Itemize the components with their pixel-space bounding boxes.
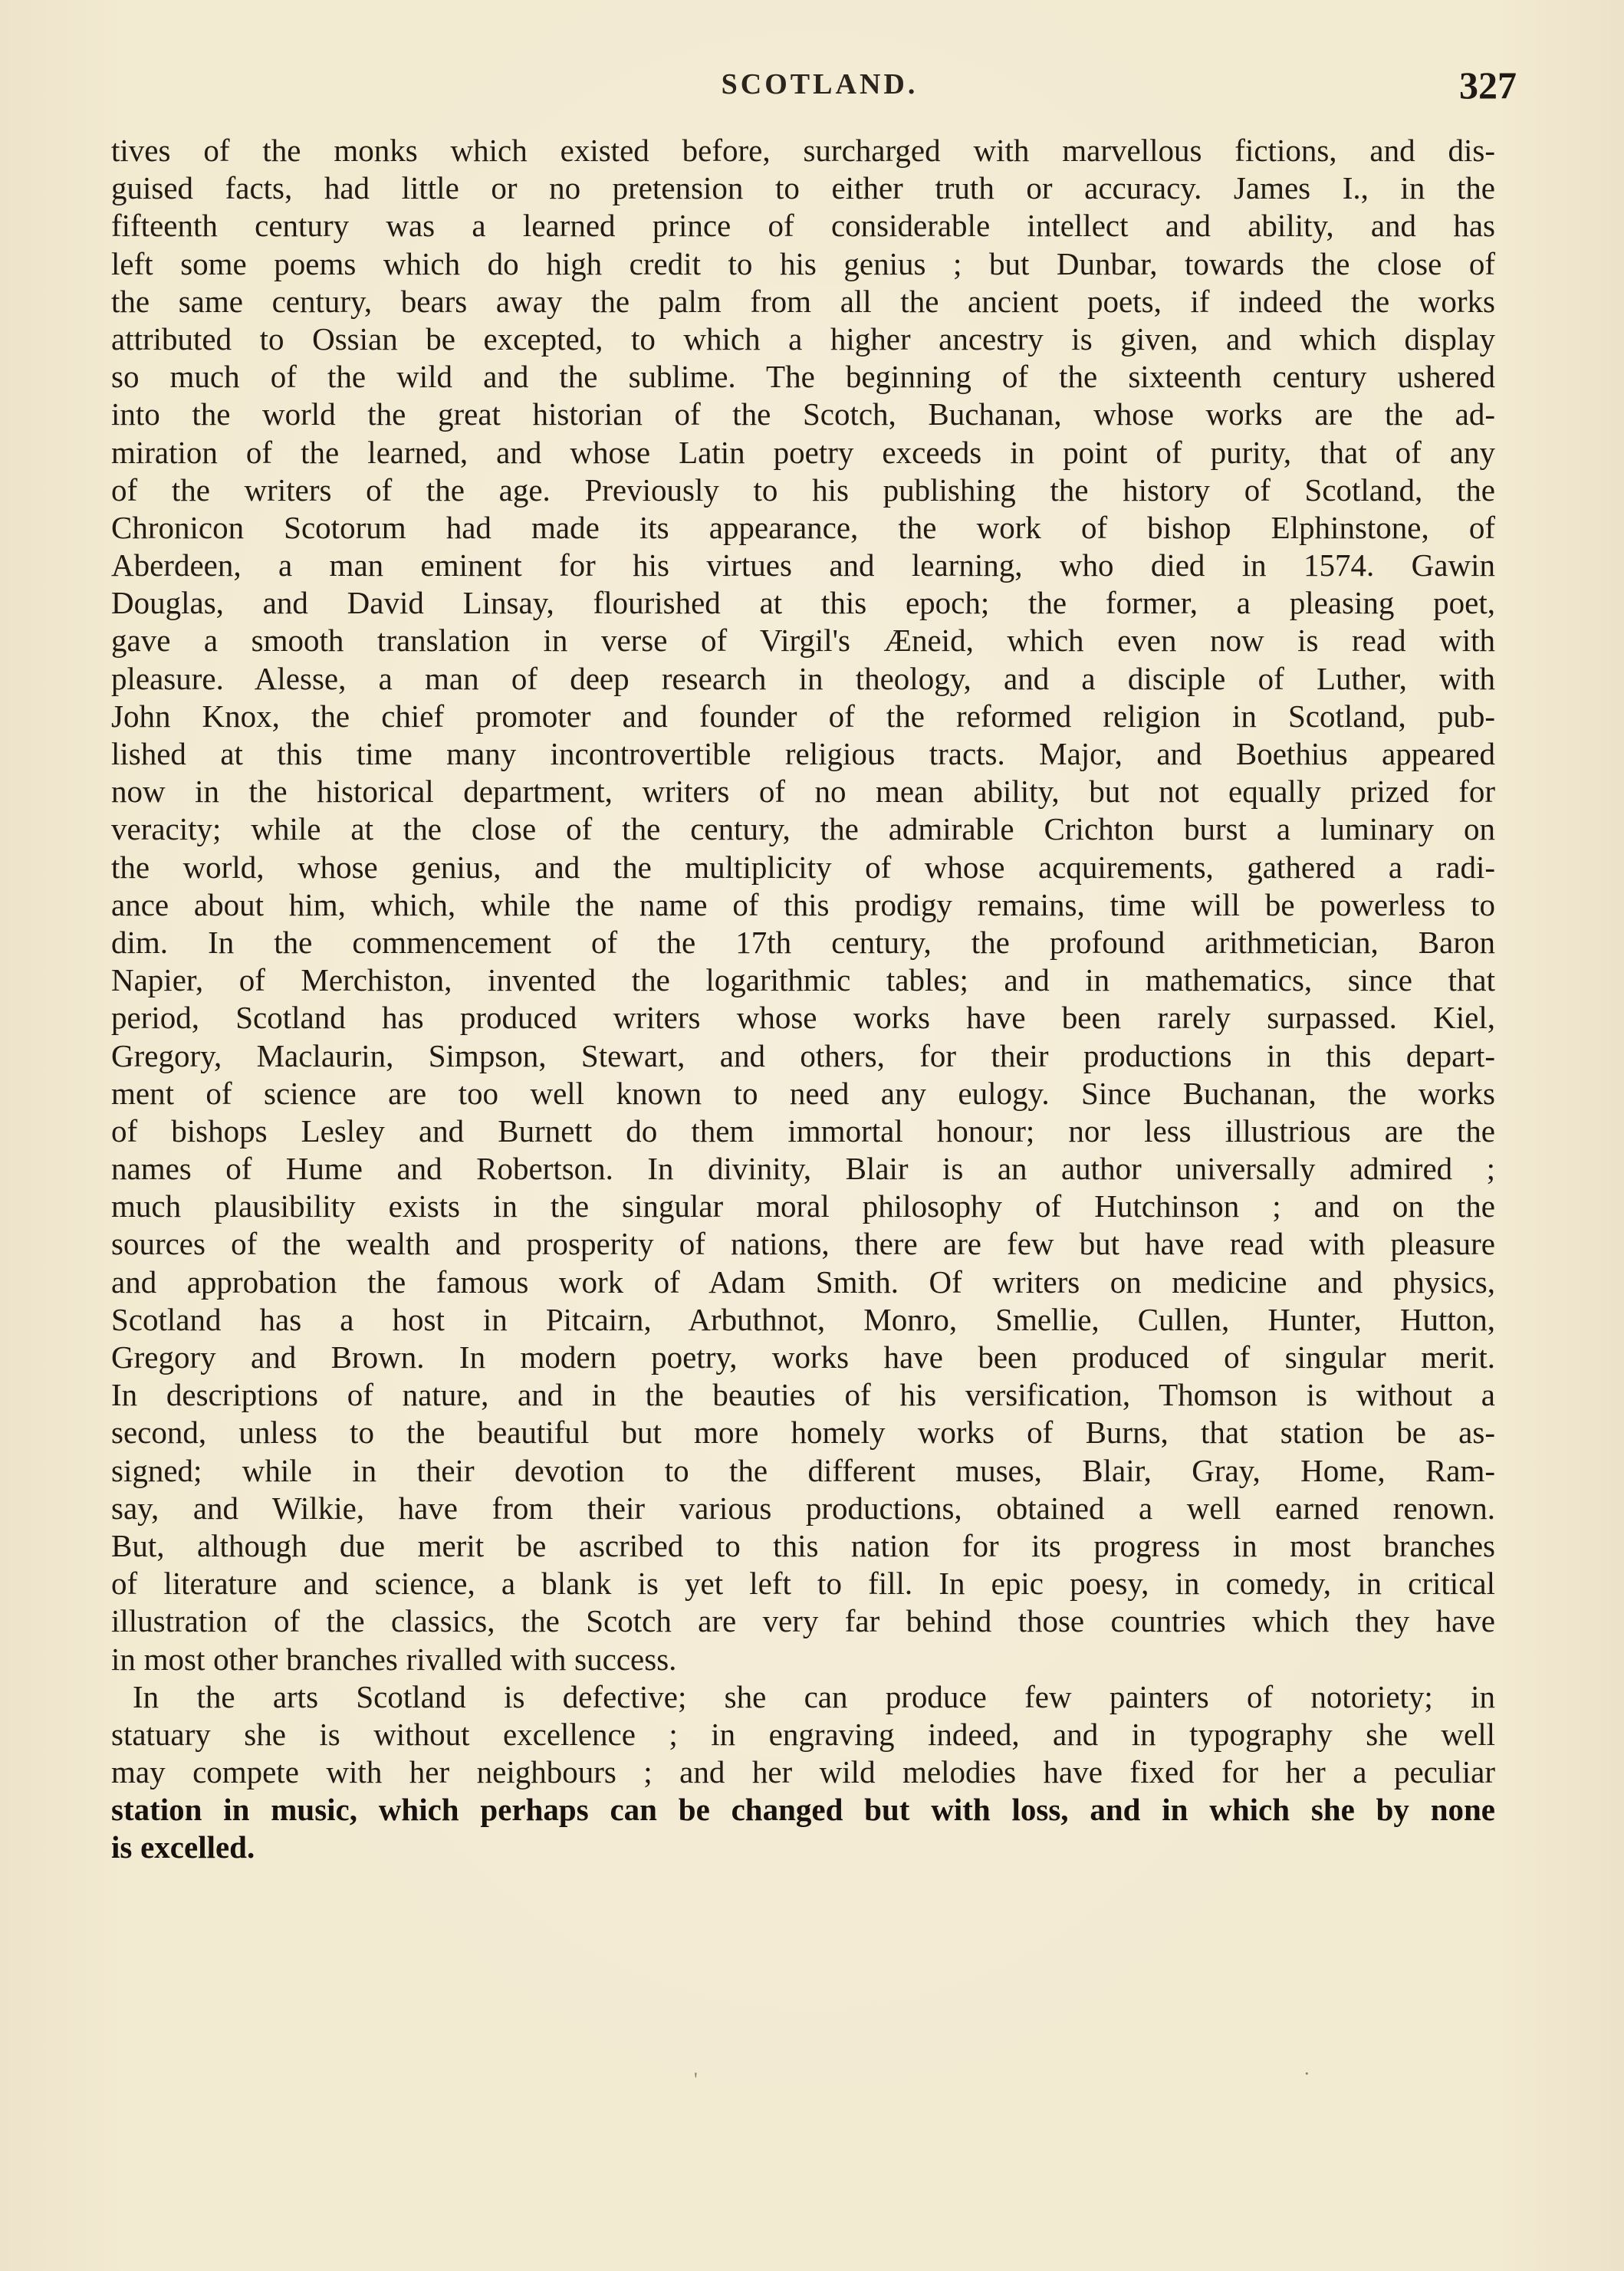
text-line: second, unless to the beautiful but more homely works of Burns, that station be as- (111, 1415, 1495, 1451)
text-line: guised facts, had little or no pretension to either truth or accuracy. James I., in the (111, 170, 1495, 206)
text-line: station in music, which perhaps can be changed but with loss, and in which she by none (111, 1792, 1495, 1828)
text-line: names of Hume and Robertson. In divinity, Blair is an author universally admired ; (111, 1151, 1495, 1187)
text-line: pleasure. Alesse, a man of deep research in theology, and a disciple of Luther, with (111, 660, 1495, 696)
text-line: attributed to Ossian be excepted, to which a higher ancestry is given, and which display (111, 320, 1495, 357)
text-line: tives of the monks which existed before, surcharged with marvellous fictions, and dis- (111, 133, 1495, 168)
text-line: Napier, of Merchiston, invented the logarithmic tables; and in mathematics, since that (111, 962, 1495, 998)
text-line: of literature and science, a blank is yet left to fill. In epic poesy, in comedy, in critical (111, 1566, 1495, 1602)
text-line: John Knox, the chief promoter and founder of the reformed religion in Scotland, pub- (111, 698, 1495, 734)
text-line-paragraph-start: In the arts Scotland is defective; she can produce few painters of notoriety; in (133, 1678, 1495, 1714)
text-line: dim. In the commencement of the 17th century, the profound arithmetician, Baron (111, 924, 1495, 960)
text-line: so much of the wild and the sublime. The beginning of the sixteenth century ushered (111, 359, 1495, 395)
text-line: say, and Wilkie, have from their various productions, obtained a well earned renown. (111, 1490, 1495, 1526)
text-line: illustration of the classics, the Scotch are very far behind those countries which they have (111, 1603, 1495, 1639)
text-line: fifteenth century was a learned prince of considerable intellect and ability, and has (111, 208, 1495, 244)
page-number: 327 (1459, 64, 1517, 107)
text-line: and approbation the famous work of Adam Smith. Of writers on medicine and physics, (111, 1264, 1495, 1300)
text-line: Gregory and Brown. In modern poetry, works have been produced of singular merit. (111, 1339, 1495, 1375)
text-line: Chronicon Scotorum had made its appearance, the work of bishop Elphinstone, of (111, 509, 1495, 545)
text-line: of bishops Lesley and Burnett do them immortal honour; nor less illustrious are the (111, 1112, 1495, 1149)
text-line: much plausibility exists in the singular moral philosophy of Hutchinson ; and on the (111, 1188, 1495, 1224)
text-line: veracity; while at the close of the century, the admirable Crichton burst a luminary on (111, 811, 1495, 847)
body-text (111, 132, 1495, 1867)
text-line: the same century, bears away the palm from all the ancient poets, if indeed the works (111, 283, 1495, 319)
text-line: Douglas, and David Linsay, flourished at this epoch; the former, a pleasing poet, (111, 585, 1495, 621)
text-line: the world, whose genius, and the multiplicity of whose acquirements, gathered a radi- (111, 849, 1495, 885)
text-line: into the world the great historian of the Scotch, Buchanan, whose works are the ad- (111, 396, 1495, 432)
text-line: Scotland has a host in Pitcairn, Arbuthnot, Monro, Smellie, Cullen, Hunter, Hutton, (111, 1301, 1495, 1337)
text-line: of the writers of the age. Previously to his publishing the history of Scotland, the (111, 472, 1495, 508)
text-line-final: is excelled. (111, 1829, 255, 1865)
text-line: In descriptions of nature, and in the beauties of his versification, Thomson is without a (111, 1377, 1495, 1413)
text-line: now in the historical department, writers of no mean ability, but not equally prized for (111, 774, 1495, 810)
text-line-paragraph-end: in most other branches rivalled with success. (111, 1641, 677, 1677)
text-line: miration of the learned, and whose Latin poetry exceeds in point of purity, that of any (111, 434, 1495, 470)
text-line: statuary she is without excellence ; in engraving indeed, and in typography she well (111, 1716, 1495, 1752)
text-line: gave a smooth translation in verse of Virgil's Æneid, which even now is read with (111, 623, 1495, 659)
text-line: may compete with her neighbours ; and her wild melodies have fixed for her a peculiar (111, 1754, 1495, 1790)
text-line: ment of science are too well known to need any eulogy. Since Buchanan, the works (111, 1075, 1495, 1111)
text-line: ance about him, which, while the name of this prodigy remains, time will be powerless to (111, 886, 1495, 922)
text-line: signed; while in their devotion to the different muses, Blair, Gray, Home, Ram- (111, 1452, 1495, 1488)
text-line: Aberdeen, a man eminent for his virtues and learning, who died in 1574. Gawin (111, 547, 1495, 583)
text-line: left some poems which do high credit to his genius ; but Dunbar, towards the close of (111, 245, 1495, 281)
text-line: period, Scotland has produced writers whose works have been rarely surpassed. Kiel, (111, 1000, 1495, 1036)
text-line: Gregory, Maclaurin, Simpson, Stewart, and others, for their productions in this depart- (111, 1037, 1495, 1073)
text-line: But, although due merit be ascribed to this nation for its progress in most branches (111, 1527, 1495, 1563)
stray-ink-mark: ' (694, 2069, 698, 2091)
stray-ink-mark: · (1303, 2062, 1310, 2085)
page-header (107, 64, 1532, 121)
running-head: SCOTLAND. (721, 68, 919, 100)
text-line: lished at this time many incontrovertible religious tracts. Major, and Boethius appeared (111, 736, 1495, 771)
text-line: sources of the wealth and prosperity of nations, there are few but have read with pleasure (111, 1226, 1495, 1262)
